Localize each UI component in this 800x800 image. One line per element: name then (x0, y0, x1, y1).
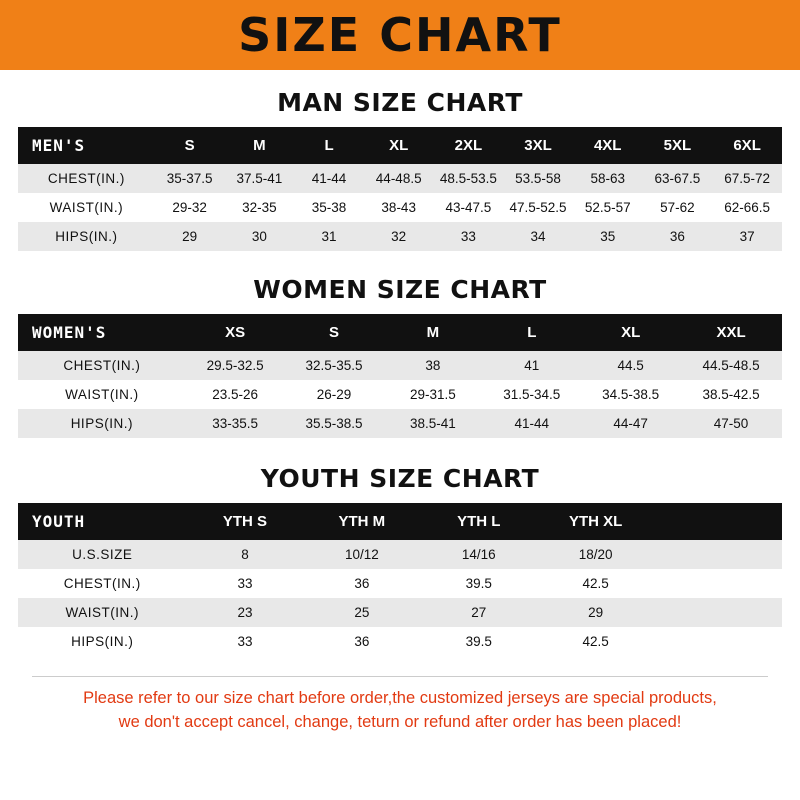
table-cell (654, 569, 782, 598)
table-cell: 32-35 (242, 200, 277, 215)
men-size-table (18, 127, 782, 251)
table-cell: 32.5-35.5 (305, 358, 363, 373)
table-row (18, 222, 782, 251)
table-cell: 36 (354, 576, 370, 591)
column-header (654, 503, 782, 540)
table-cell: 14/16 (461, 547, 496, 562)
row-header: HIPS(IN.) (71, 634, 134, 649)
table-cell: 29-31.5 (409, 387, 456, 402)
table-cell: 8 (241, 547, 249, 562)
table-cell: 33 (237, 576, 253, 591)
row-header: CHEST(IN.) (47, 171, 125, 186)
table-cell: 44-47 (613, 416, 648, 431)
table-cell: 29-32 (172, 200, 207, 215)
row-header: WAIST(IN.) (49, 200, 124, 215)
column-header: YTH S (222, 513, 268, 530)
table-cell: 34 (530, 229, 546, 244)
row-header: WAIST(IN.) (65, 387, 139, 402)
table-cell: 36 (354, 634, 370, 649)
table-row (18, 164, 782, 193)
table-cell: 47.5-52.5 (509, 200, 567, 215)
table-row (18, 193, 782, 222)
table-cell: 29 (182, 229, 198, 244)
table-cell: 36 (669, 229, 685, 244)
table-cell: 33 (460, 229, 476, 244)
row-header: HIPS(IN.) (55, 229, 118, 244)
table-cell: 32 (391, 229, 407, 244)
table-cell: 62-66.5 (724, 200, 770, 215)
column-header: 2XL (454, 137, 483, 154)
table-cell: 39.5 (465, 634, 492, 649)
table-cell: 38-43 (381, 200, 416, 215)
column-header: YTH XL (569, 513, 623, 530)
footer-note-line-1: Please refer to our size chart before order,the customized jerseys are special products, (83, 689, 717, 707)
column-header: YOUTH (32, 512, 86, 531)
table-cell: 38.5-41 (409, 416, 456, 431)
table-cell: 27 (471, 605, 487, 620)
column-header: XXL (716, 324, 746, 341)
column-header: L (527, 324, 537, 341)
table-header-row (18, 314, 782, 351)
table-cell: 33-35.5 (212, 416, 258, 431)
section-title-men: MAN SIZE CHART (277, 88, 523, 117)
table-cell: 35 (600, 229, 616, 244)
row-header: CHEST(IN.) (63, 358, 141, 373)
section-title-women: WOMEN SIZE CHART (253, 275, 547, 304)
column-header: 3XL (524, 137, 552, 154)
column-header: M (253, 137, 266, 154)
table-cell: 48.5-53.5 (439, 171, 497, 186)
row-header: CHEST(IN.) (63, 576, 141, 591)
table-cell: 43-47.5 (445, 200, 492, 215)
row-header: WAIST(IN.) (65, 605, 139, 620)
table-cell: 31 (321, 229, 337, 244)
column-header: WOMEN'S (32, 323, 107, 342)
table-cell: 53.5-58 (515, 171, 561, 186)
table-cell: 58-63 (590, 171, 625, 186)
table-row (18, 569, 782, 598)
table-row (18, 409, 782, 438)
table-cell (654, 627, 782, 656)
table-cell: 29.5-32.5 (206, 358, 264, 373)
table-cell: 44.5 (617, 358, 644, 373)
table-cell: 10/12 (344, 547, 379, 562)
table-cell: 25 (354, 605, 370, 620)
table-cell: 33 (237, 634, 253, 649)
table-cell: 41-44 (311, 171, 347, 186)
column-header: 4XL (593, 137, 622, 154)
section-title-youth: YOUTH SIZE CHART (260, 464, 540, 493)
table-cell: 35-37.5 (166, 171, 213, 186)
header-band (0, 0, 800, 70)
column-header: XS (225, 324, 246, 341)
table-header-row (18, 127, 782, 164)
row-header: HIPS(IN.) (70, 416, 133, 431)
table-cell: 30 (251, 229, 267, 244)
table-cell: 57-62 (660, 200, 695, 215)
column-header: MEN'S (32, 136, 86, 155)
table-cell: 35-38 (311, 200, 347, 215)
table-cell: 42.5 (582, 576, 609, 591)
table-cell: 35.5-38.5 (305, 416, 363, 431)
table-cell: 38 (425, 358, 441, 373)
row-header: U.S.SIZE (72, 547, 133, 562)
youth-size-table (18, 503, 782, 656)
women-size-table (18, 314, 782, 438)
table-row (18, 540, 782, 569)
table-cell: 41-44 (514, 416, 550, 431)
page-title: SIZE CHART (238, 8, 562, 62)
table-cell: 67.5-72 (724, 171, 770, 186)
column-header: XL (389, 137, 409, 154)
column-header: 6XL (733, 137, 761, 154)
table-cell: 23 (237, 605, 253, 620)
column-header: XL (621, 324, 641, 341)
table-cell: 39.5 (465, 576, 492, 591)
table-header-row (18, 503, 782, 540)
table-cell: 23.5-26 (212, 387, 258, 402)
table-row (18, 351, 782, 380)
table-cell: 18/20 (578, 547, 613, 562)
footer-note-line-2: we don't accept cancel, change, teturn or refund after order has been placed! (118, 712, 682, 731)
column-header: S (328, 324, 339, 341)
table-cell: 52.5-57 (584, 200, 631, 215)
table-row (18, 380, 782, 409)
table-cell: 63-67.5 (654, 171, 701, 186)
table-row (18, 598, 782, 627)
content-area (0, 88, 800, 735)
table-cell: 37.5-41 (236, 171, 283, 186)
column-header: YTH M (338, 513, 386, 530)
table-cell: 42.5 (582, 634, 609, 649)
footer-note (32, 676, 768, 735)
table-cell: 44-48.5 (375, 171, 422, 186)
table-cell: 29 (588, 605, 604, 620)
table-cell: 38.5-42.5 (702, 387, 760, 402)
table-cell: 41 (524, 358, 540, 373)
table-cell (654, 540, 782, 569)
column-header: 5XL (663, 137, 692, 154)
table-cell: 37 (739, 229, 755, 244)
table-cell: 34.5-38.5 (602, 387, 660, 402)
table-row (18, 627, 782, 656)
column-header: S (184, 137, 195, 154)
column-header: M (426, 324, 440, 341)
table-cell: 44.5-48.5 (702, 358, 760, 373)
table-cell: 26-29 (316, 387, 352, 402)
table-cell: 31.5-34.5 (503, 387, 561, 402)
table-cell (654, 598, 782, 627)
column-header: YTH L (457, 513, 501, 530)
table-cell: 47-50 (713, 416, 749, 431)
column-header: L (324, 137, 334, 154)
